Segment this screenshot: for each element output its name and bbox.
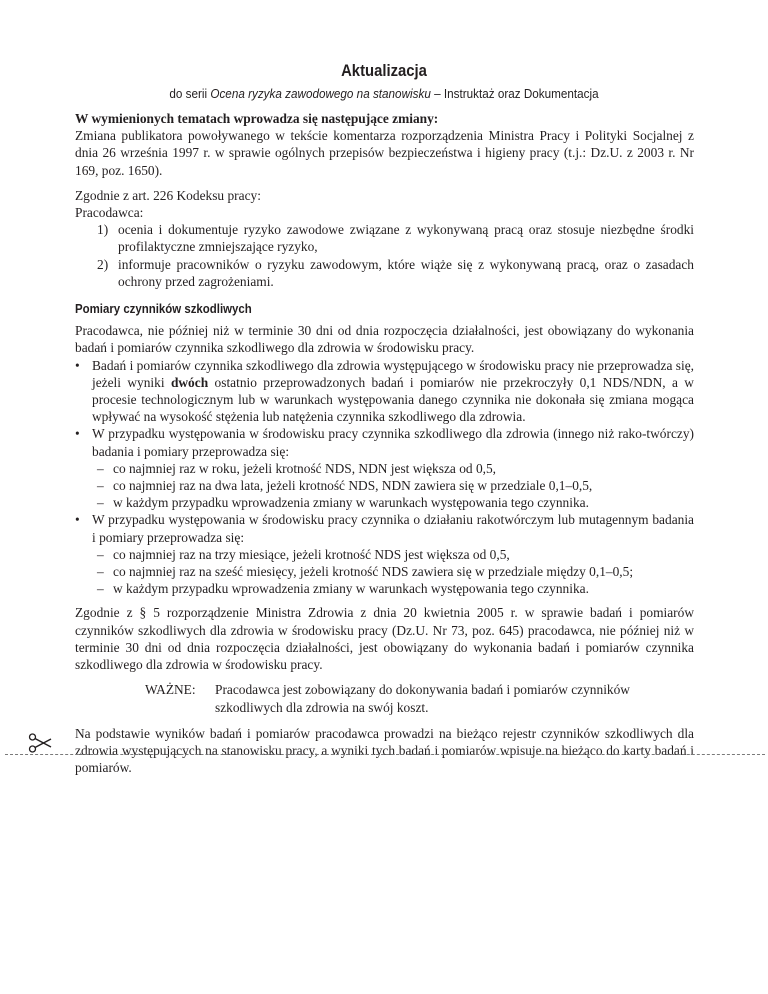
dash-item [75,580,694,597]
dash-marker: – [97,564,104,580]
dash-item [75,494,694,511]
dash-item [75,563,694,580]
dash-marker: – [97,546,104,562]
dash-text: w każdym przypadku wprowadzenia zmiany w warunkach występowania tego czynnika. [113,581,589,597]
important-note [75,681,694,715]
intro-text: Zmiana publikatora powoływanego w tekście komentarza rozporządzenia Ministra Pracy i Polityki Socjalnej z dnia 26 września 1997 r. w sprawie ogólnych przepisów bezpieczeństwa i higieny pracy (t.j.: Dz.U. z 2003 r. Nr 169, poz. 1650). [75,128,694,178]
scissors-icon [28,733,52,753]
important-text: Pracodawca jest zobowiązany do dokonywania badań i pomiarów czynników szkodliwych dla zdrowia na swój koszt. [215,682,630,715]
important-label: WAŻNE: [145,682,196,698]
dash-item [75,477,694,494]
section-heading: Pomiary czynników szkodliwych [75,301,252,317]
list-number: 2) [97,256,109,272]
subtitle-suffix: – Instruktaż oraz Dokumentacja [434,86,599,101]
dash-list [75,460,694,512]
list-item [75,221,694,255]
dash-marker: – [97,478,104,494]
list-item-text: ocenia i dokumentuje ryzyko zawodowe związane z wykonywaną pracą oraz stosuje niezbędne środki profilaktyczne zmniejszające ryzyko, [118,222,694,255]
bullet-marker: • [75,357,80,373]
register-paragraph: Na podstawie wyników badań i pomiarów pracodawca prowadzi na bieżąco rejestr czynników szkodliwych dla zdrowia występujących na stanowisku pracy, a wyniki tych badań i pomiarów wpisuje na bieżąco do karty badań i pomiarów. [75,725,694,776]
section-paragraph: Pracodawca, nie później niż w terminie 30 dni od dnia rozpoczęcia działalności, jest obowiązany do wykonania badań i pomiarów czynnika szkodliwego dla zdrowia w środowisku pracy. [75,323,694,356]
page-subtitle [38,86,729,101]
list-number: 1) [97,222,109,238]
document-content [75,110,694,776]
dash-marker: – [97,581,104,597]
list-item-text: informuje pracowników o ryzyku zawodowym, które wiąże się z wykonywaną pracą, oraz o zasadach ochrony przed zagrożeniami. [118,256,694,289]
subtitle-series: Ocena ryzyka zawodowego na stanowisku [210,86,431,101]
dash-item [75,460,694,477]
bullet-text-before: Badań i pomiarów czynnika szkodliwego dla zdrowia występującego w środowisku pracy nie przeprowadza się, jeżeli wyniki [92,357,694,390]
page-title: Aktualizacja [341,62,427,80]
dash-text: co najmniej raz na trzy miesiące, jeżeli krotność NDS jest większa od 0,5, [113,546,510,562]
bullet-marker: • [75,512,80,528]
dash-item [75,546,694,563]
bullet-item [75,425,694,511]
bullet-text: W przypadku występowania w środowisku pracy czynnika szkodliwego dla zdrowia (innego niż rako-twórczy) badania i pomiary przeprowadza się: [92,426,694,459]
dash-list [75,546,694,598]
employer-duties-list [75,221,694,290]
list-item [75,256,694,290]
dash-marker: – [97,460,104,476]
subtitle-prefix: do serii [169,86,208,101]
cut-line [5,754,765,755]
regulation-paragraph: Zgodnie z § 5 rozporządzenie Ministra Zdrowia z dnia 20 kwietnia 2005 r. w sprawie badań i pomiarów czynników szkodliwych dla zdrowia w środowisku pracy (Dz.U. Nr 73, poz. 645) pracodawca, nie później niż w terminie 30 dni od dnia rozpoczęcia działalności, jest obowiązany do wykonania badań i pomiarów czynnika szkodliwego dla zdrowia w środowisku pracy. [75,605,694,673]
dash-text: co najmniej raz w roku, jeżeli krotność NDS, NDN jest większa od 0,5, [113,460,497,476]
bullet-list [75,357,694,598]
bullet-marker: • [75,426,80,442]
intro-lead: W wymienionych tematach wprowadza się następujące zmiany: [75,111,439,126]
bullet-text-after: ostatnio przeprowadzonych badań i pomiarów nie przekroczyły 0,1 NDS/NDN, a w procesie technologicznym lub w warunkach występowania danego czynnika nie dokonała się zmiana mogąca wpływać na wysokość stężenia lub natężenia czynnika szkodliwego dla zdrowia. [92,374,694,425]
dash-text: co najmniej raz na sześć miesięcy, jeżeli krotność NDS zawiera się w przedziale między 0,1–0,5; [113,564,634,580]
dash-text: w każdym przypadku wprowadzenia zmiany w warunkach występowania tego czynnika. [113,495,589,511]
employer-line: Pracodawca: [75,205,144,221]
dash-marker: – [97,495,104,511]
bullet-text: W przypadku występowania w środowisku pracy czynnika o działaniu rakotwórczym lub mutagennym badania i pomiary przeprowadza się: [92,512,694,545]
bullet-text-bold: dwóch [170,374,209,390]
bullet-item [75,511,694,597]
article-226-line: Zgodnie z art. 226 Kodeksu pracy: [75,187,261,203]
dash-text: co najmniej raz na dwa lata, jeżeli krotność NDS, NDN zawiera się w przedziale 0,1–0,5, [113,478,593,494]
bullet-item [75,357,694,426]
